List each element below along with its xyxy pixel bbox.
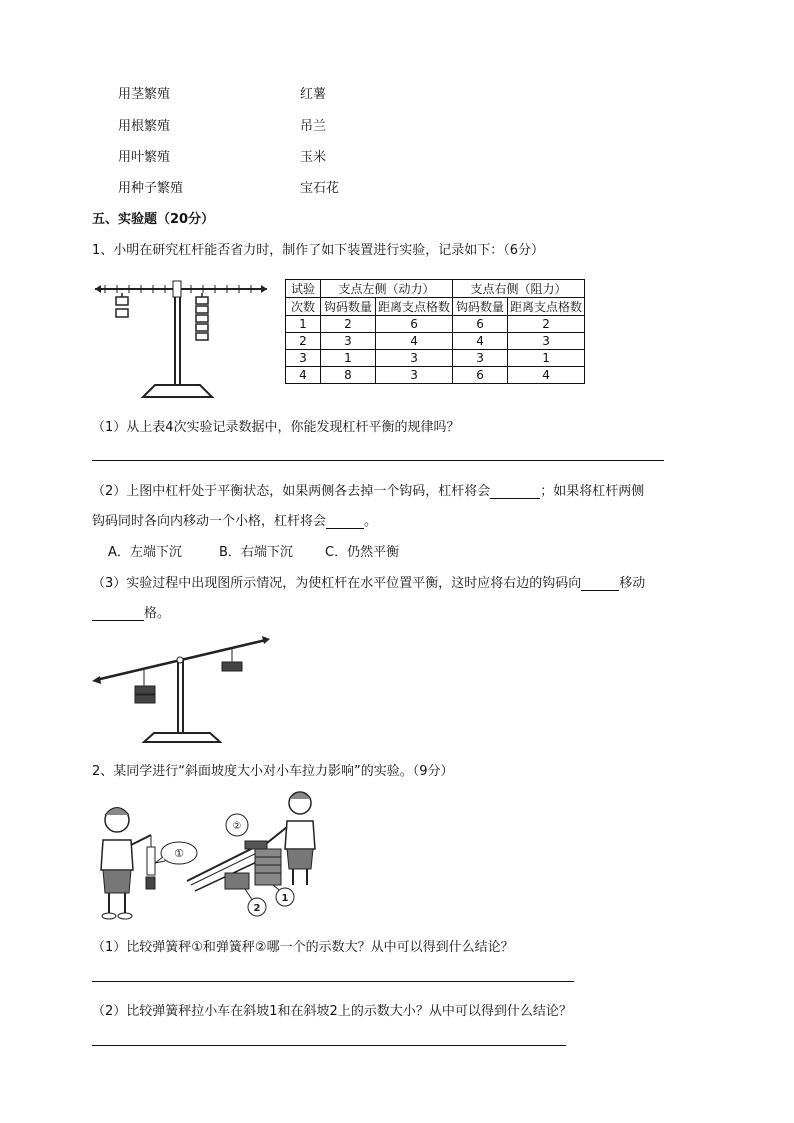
table-cell: 6 <box>376 316 453 333</box>
table-cell: 3 <box>376 350 453 367</box>
table-header-trial-bottom: 次数 <box>286 298 321 316</box>
table-cell: 2 <box>508 316 585 333</box>
table-header-dist-left: 距离支点格数 <box>376 298 453 316</box>
lever-balanced-diagram <box>95 275 270 400</box>
q2-sub2: （2）比较弹簧秤拉小车在斜坡1和在斜坡2上的示数大小？从中可以得到什么结论？ <box>92 1004 572 1019</box>
table-cell: 6 <box>453 367 508 384</box>
table-header-dist-right: 距离支点格数 <box>508 298 585 316</box>
table-row <box>286 316 585 333</box>
answer-blank-q1-3b[interactable] <box>92 606 144 621</box>
q2-sub1: （1）比较弹簧秤①和弹簧秤②哪一个的示数大？从中可以得到什么结论？ <box>92 940 514 955</box>
lever-tilted-diagram <box>92 632 272 744</box>
q1-sub2-text-a: （2）上图中杠杆处于平衡状态，如果两侧各去掉一个钩码，杠杆将会 <box>92 484 491 499</box>
match-left-2: 用根繁殖 <box>118 119 171 134</box>
table-cell: 4 <box>376 333 453 350</box>
table-cell: 2 <box>286 333 321 350</box>
match-right-4: 宝石花 <box>300 181 340 196</box>
table-row <box>286 350 585 367</box>
match-right-3: 玉米 <box>300 150 327 165</box>
answer-blank-q1-2b[interactable] <box>326 514 364 529</box>
table-cell: 3 <box>376 367 453 384</box>
answer-line-q2-2[interactable] <box>92 1045 566 1046</box>
table-cell: 1 <box>508 350 585 367</box>
table-cell: 6 <box>453 316 508 333</box>
table-header-count-left: 钩码数量 <box>321 298 376 316</box>
slope-2-label: 2 <box>253 903 261 914</box>
bubble-1-label: ① <box>174 847 184 860</box>
match-right-2: 吊兰 <box>300 119 327 134</box>
answer-blank-q1-2a[interactable] <box>490 484 540 499</box>
q1-sub3-line2 <box>92 602 170 621</box>
slope-1-label: 1 <box>281 893 289 904</box>
match-left-4: 用种子繁殖 <box>118 181 184 196</box>
table-header-left: 支点左侧（动力） <box>321 280 453 298</box>
table-cell: 4 <box>286 367 321 384</box>
q1-sub3-text-b: 移动 <box>619 576 646 591</box>
experiment-table <box>285 279 585 384</box>
answer-blank-q1-3a[interactable] <box>581 576 619 591</box>
table-cell: 3 <box>286 350 321 367</box>
q1-sub2-line1 <box>92 480 644 499</box>
q1-sub2-text-c: 钩码同时各向内移动一个小格，杠杆将会 <box>92 514 327 529</box>
q1-sub1: （1）从上表4次实验记录数据中，你能发现杠杆平衡的规律吗？ <box>92 420 460 435</box>
q1-sub2-text-b: ；如果将杠杆两侧 <box>540 484 645 499</box>
table-cell: 4 <box>508 367 585 384</box>
table-header-count-right: 钩码数量 <box>453 298 508 316</box>
table-row <box>286 333 585 350</box>
answer-line-q1-1[interactable] <box>92 460 664 461</box>
table-cell: 1 <box>286 316 321 333</box>
table-cell: 3 <box>321 333 376 350</box>
table-cell: 8 <box>321 367 376 384</box>
option-c: C．仍然平衡 <box>325 545 400 560</box>
slope-experiment-illustration <box>95 785 335 925</box>
q1-sub2-text-d: 。 <box>364 514 378 529</box>
q1-sub3-line1 <box>92 572 645 591</box>
option-b: B．右端下沉 <box>219 545 293 560</box>
match-left-1: 用茎繁殖 <box>118 87 171 102</box>
answer-line-q2-1[interactable] <box>92 981 574 982</box>
option-a: A．左端下沉 <box>108 545 182 560</box>
section-title: 五、实验题（20分） <box>92 212 215 227</box>
table-header-trial-top: 试验 <box>286 280 321 298</box>
bubble-2-label: ② <box>232 821 242 832</box>
q1-sub3-text-c: 格。 <box>144 606 171 621</box>
match-right-1: 红薯 <box>300 87 327 102</box>
table-header-right: 支点右侧（阻力） <box>453 280 585 298</box>
table-cell: 3 <box>508 333 585 350</box>
q2-title: 2、某同学进行“斜面坡度大小对小车拉力影响”的实验。（9分） <box>92 764 454 779</box>
table-cell: 3 <box>453 350 508 367</box>
match-left-3: 用叶繁殖 <box>118 150 171 165</box>
table-cell: 1 <box>321 350 376 367</box>
table-cell: 4 <box>453 333 508 350</box>
q1-sub3-text-a: （3）实验过程中出现图所示情况，为使杠杆在水平位置平衡，这时应将右边的钩码向 <box>92 576 582 591</box>
table-cell: 2 <box>321 316 376 333</box>
q1-title: 1、小明在研究杠杆能否省力时，制作了如下装置进行实验，记录如下：（6分） <box>92 243 545 258</box>
q1-sub2-line2 <box>92 510 377 529</box>
table-row <box>286 367 585 384</box>
